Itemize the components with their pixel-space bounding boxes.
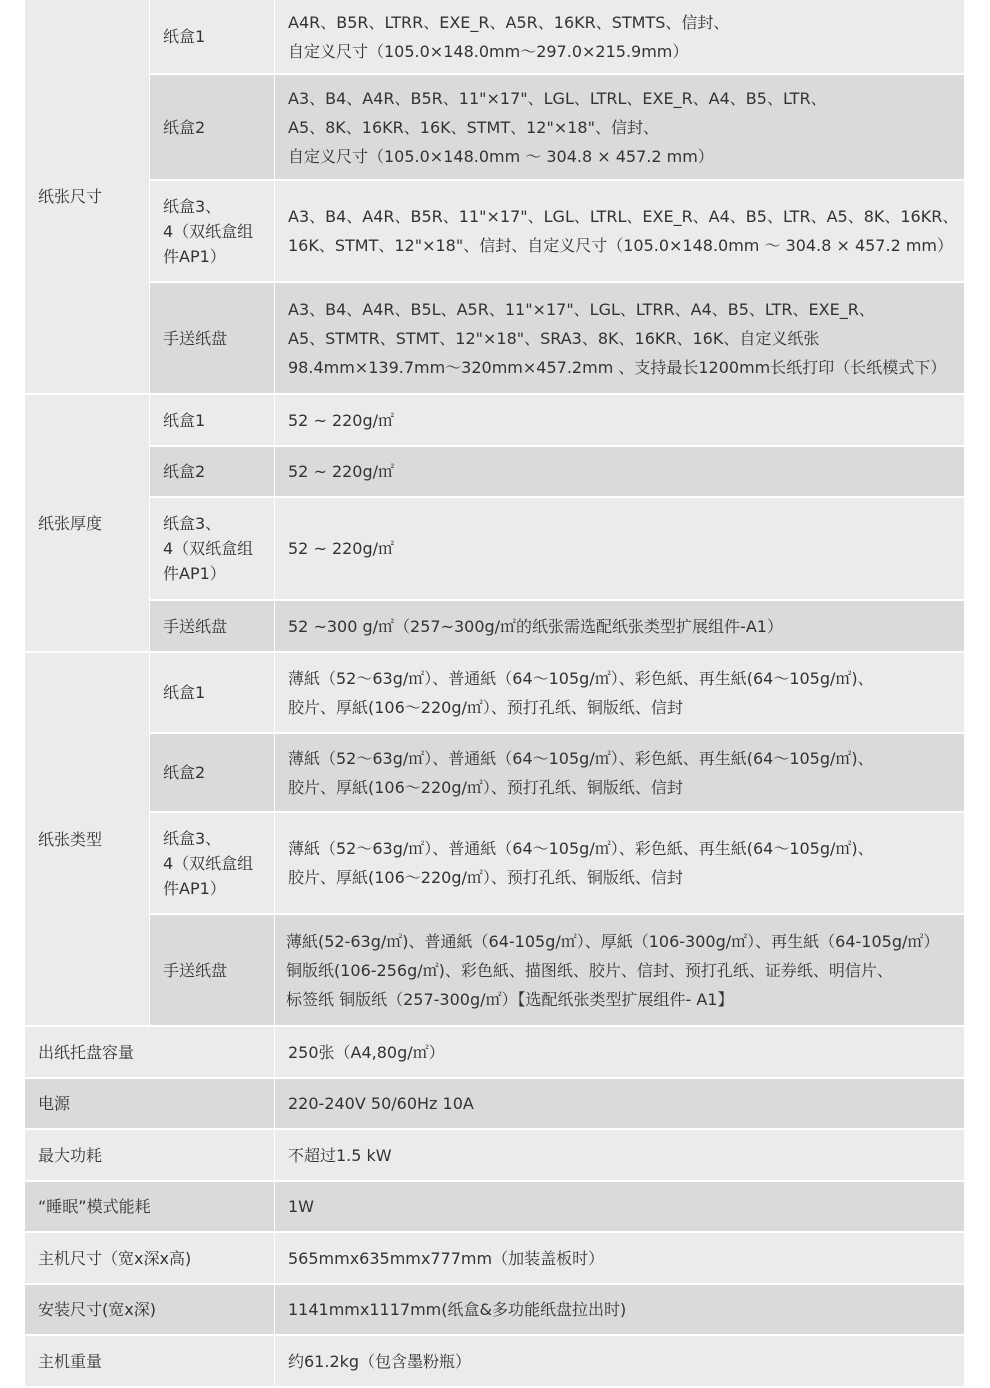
table-row (25, 1027, 965, 1079)
table-row (25, 1233, 965, 1285)
value-cell: 52 ~ 220g/㎡ (275, 395, 965, 447)
table-row (25, 1182, 965, 1233)
value-cell: 52 ~300 g/㎡（257~300g/㎡的纸张需选配纸张类型扩展组件-A1） (275, 601, 965, 653)
spec-value-power: 220-240V 50/60Hz 10A (275, 1079, 965, 1130)
spec-value-install-size: 1141mmx1117mm(纸盒&多功能纸盘拉出时) (275, 1285, 965, 1336)
table-row (25, 915, 965, 1027)
table-row (25, 395, 965, 447)
sub-label: 纸盒1 (150, 395, 275, 447)
sub-label: 纸盒2 (150, 734, 275, 813)
spec-value-max-power: 不超过1.5 kW (275, 1130, 965, 1182)
table-row (25, 498, 965, 601)
table-row (25, 283, 965, 395)
table-row (25, 1285, 965, 1336)
table-row (25, 181, 965, 283)
sub-label: 纸盒3、 4（双纸盒组 件AP1） (150, 813, 275, 915)
sub-label: 纸盒1 (150, 653, 275, 734)
sub-label: 手送纸盘 (150, 283, 275, 395)
group-label-paper-weight: 纸张厚度 (25, 395, 150, 653)
value-cell: 薄紙（52～63g/㎡）、普通紙（64～105g/㎡）、彩色紙、再生紙(64～105g/㎡)、 胶片、厚紙(106～220g/㎡）、预打孔纸、铜版纸、信封 (275, 734, 965, 813)
table-row (25, 1079, 965, 1130)
table-row (25, 0, 965, 75)
spec-label-output-tray: 出纸托盘容量 (25, 1027, 275, 1079)
value-cell: 52 ~ 220g/㎡ (275, 447, 965, 498)
spec-label-weight: 主机重量 (25, 1336, 275, 1388)
table-row (25, 653, 965, 734)
table-row (25, 734, 965, 813)
value-cell: 52 ~ 220g/㎡ (275, 498, 965, 601)
sub-label: 手送纸盘 (150, 915, 275, 1027)
spec-value-dimensions: 565mmx635mmx777mm（加装盖板时） (275, 1233, 965, 1285)
table-row (25, 447, 965, 498)
value-cell: 薄紙（52～63g/㎡）、普通紙（64～105g/㎡）、彩色紙、再生紙(64～105g/㎡)、 胶片、厚紙(106～220g/㎡）、预打孔纸、铜版纸、信封 (275, 813, 965, 915)
table-row (25, 601, 965, 653)
table-row (25, 1336, 965, 1388)
table-row (25, 75, 965, 181)
value-cell: 薄紙（52～63g/㎡）、普通紙（64～105g/㎡）、彩色紙、再生紙(64～105g/㎡)、 胶片、厚紙(106～220g/㎡）、预打孔纸、铜版纸、信封 (275, 653, 965, 734)
sub-label: 纸盒3、 4（双纸盒组 件AP1） (150, 498, 275, 601)
value-cell: A3、B4、A4R、B5R、11"×17"、LGL、LTRL、EXE_R、A4、B5、LTR、 A5、8K、16KR、16K、STMT、12"×18"、信封、 自定义尺寸（105.0×148.0mm ～ 304.8 × 457.2 mm） (275, 75, 965, 181)
spec-label-power: 电源 (25, 1079, 275, 1130)
sub-label: 纸盒3、 4（双纸盒组 件AP1） (150, 181, 275, 283)
spec-label-max-power: 最大功耗 (25, 1130, 275, 1182)
spec-table (25, 0, 965, 1388)
value-cell: A3、B4、A4R、B5L、A5R、11"×17"、LGL、LTRR、A4、B5、LTR、EXE_R、 A5、STMTR、STMT、12"×18"、SRA3、8K、16KR、16K、自定义纸张 98.4mm×139.7mm～320mm×457.2mm 、支持最长1200mm长纸打印（长纸模式下） (275, 283, 965, 395)
group-label-paper-size: 纸张尺寸 (25, 0, 150, 395)
spec-value-sleep-mode: 1W (275, 1182, 965, 1233)
spec-value-output-tray: 250张（A4,80g/㎡） (275, 1027, 965, 1079)
sub-label: 纸盒2 (150, 447, 275, 498)
group-label-paper-type: 纸张类型 (25, 653, 150, 1027)
table-row (25, 813, 965, 915)
value-cell: A3、B4、A4R、B5R、11"×17"、LGL、LTRL、EXE_R、A4、B5、LTR、A5、8K、16KR、 16K、STMT、12"×18"、信封、自定义尺寸（105.0×148.0mm ～ 304.8 × 457.2 mm） (275, 181, 965, 283)
spec-label-install-size: 安装尺寸(宽x深) (25, 1285, 275, 1336)
table-row (25, 1130, 965, 1182)
spec-label-dimensions: 主机尺寸（宽x深x高) (25, 1233, 275, 1285)
sub-label: 手送纸盘 (150, 601, 275, 653)
sub-label: 纸盒1 (150, 0, 275, 75)
spec-value-weight: 约61.2kg（包含墨粉瓶） (275, 1336, 965, 1388)
spec-label-sleep-mode: “睡眠”模式能耗 (25, 1182, 275, 1233)
value-cell: A4R、B5R、LTRR、EXE_R、A5R、16KR、STMTS、信封、 自定义尺寸（105.0×148.0mm～297.0×215.9mm） (275, 0, 965, 75)
value-cell: 薄紙(52-63g/㎡)、普通紙（64-105g/㎡）、厚紙（106-300g/㎡）、再生紙（64-105g/㎡） 铜版纸(106-256g/㎡)、彩色紙、描图纸、胶片、信封、预打孔纸、证券纸、明信片、 标签纸 铜版纸（257-300g/㎡）【选配纸张类型扩展组件- A1】 (275, 915, 965, 1027)
sub-label: 纸盒2 (150, 75, 275, 181)
